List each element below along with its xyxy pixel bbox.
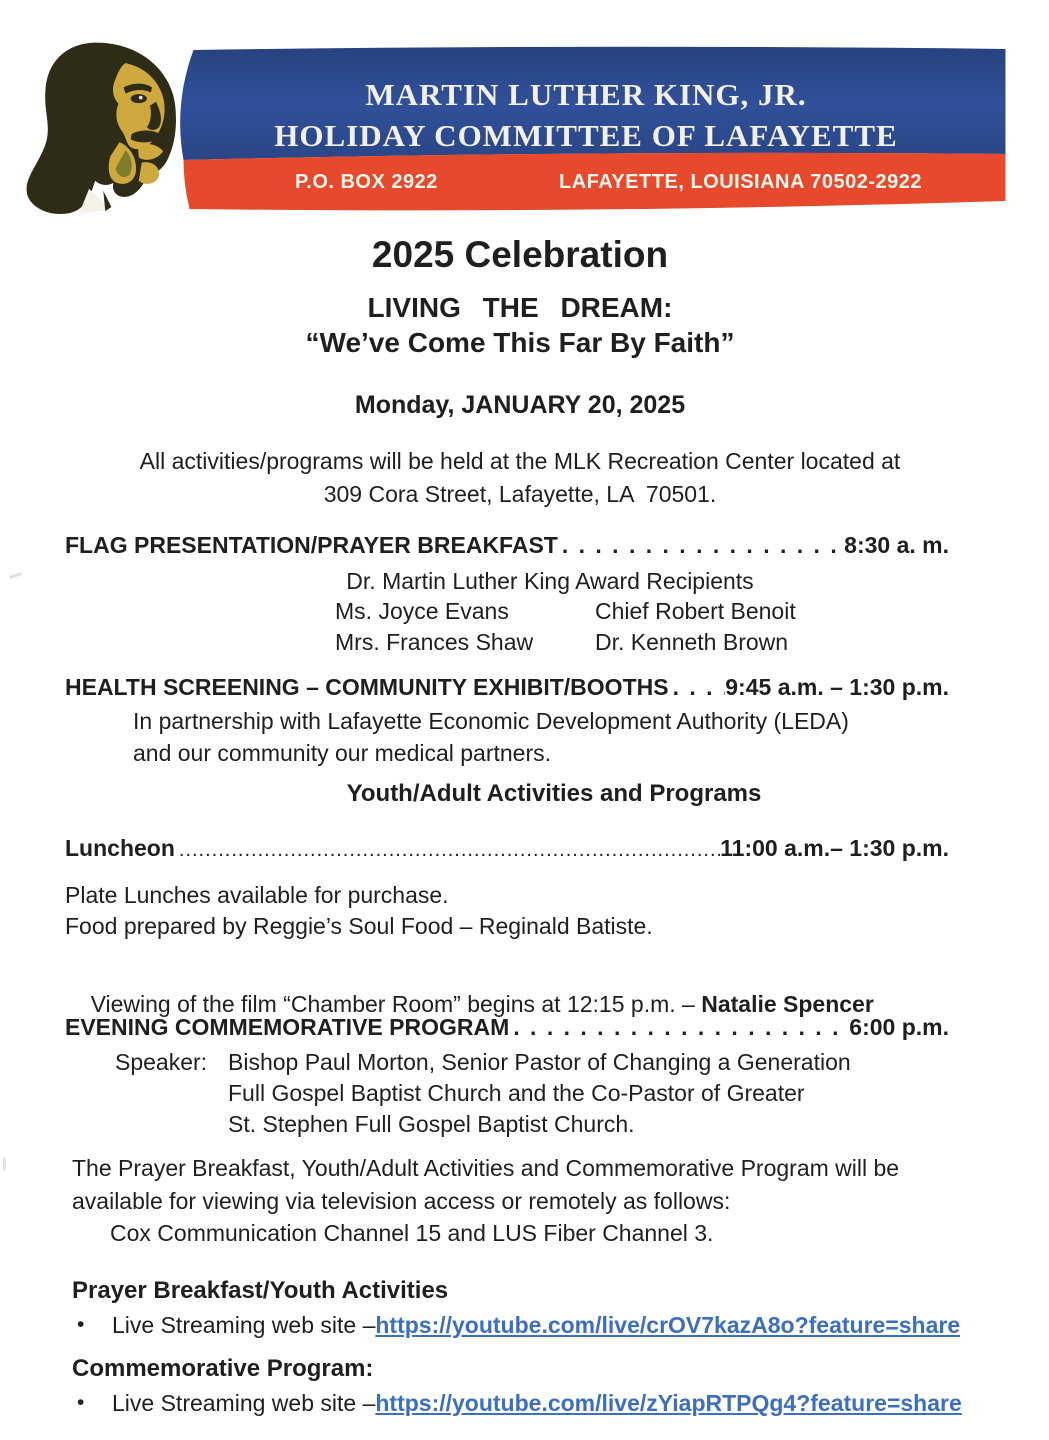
dot-leader	[175, 833, 720, 865]
stream-heading-prayer-breakfast: Prayer Breakfast/Youth Activities	[72, 1277, 449, 1304]
recipient-name: Ms. Joyce Evans	[335, 598, 509, 624]
recipient-name: Chief Robert Benoit	[595, 598, 796, 624]
film-text: Viewing of the film “Chamber Room” begins at 12:15 p.m. –	[90, 991, 702, 1017]
scan-artifact	[3, 1156, 6, 1172]
evening-title: EVENING COMMEMORATIVE PROGRAM	[65, 1014, 510, 1040]
stream-bullet-commemorative	[77, 1388, 962, 1418]
luncheon-time: 11:00 a.m.– 1:30 p.m.	[720, 835, 949, 861]
dot-leader	[669, 672, 726, 702]
stream-heading-commemorative: Commemorative Program:	[72, 1355, 374, 1382]
flag-title: FLAG PRESENTATION/PRAYER BREAKFAST	[65, 532, 558, 558]
organization-name	[162, 74, 1010, 156]
theme-quote: “We’ve Come This Far By Faith”	[305, 327, 735, 358]
youtube-live-link[interactable]: https://youtube.com/live/zYiapRTPQg4?feature=share	[375, 1390, 962, 1416]
page-title: 2025 Celebration	[371, 234, 669, 275]
health-note1: In partnership with Lafayette Economic Development Authority (LEDA)	[133, 708, 849, 734]
city-state-zip: LAFAYETTE, LOUISIANA 70502-2922	[559, 171, 923, 193]
org-line2: HOLIDAY COMMITTEE OF LAFAYETTE	[274, 118, 898, 153]
viewing-line1: The Prayer Breakfast, Youth/Adult Activities and Commemorative Program will be	[72, 1155, 900, 1181]
schedule-item-health-screening	[65, 672, 949, 702]
stream-bullet-prayer-breakfast	[77, 1310, 960, 1340]
stream-label: Live Streaming web site –	[112, 1312, 376, 1338]
speaker-line1: Bishop Paul Morton, Senior Pastor of Changing a Generation	[228, 1049, 851, 1075]
bullet-icon: •	[77, 1313, 85, 1336]
viewing-line3: Cox Communication Channel 15 and LUS Fiber Channel 3.	[110, 1220, 714, 1246]
header-banner	[162, 44, 1010, 214]
luncheon-title: Luncheon	[65, 835, 175, 861]
venue-line1: All activities/programs will be held at the MLK Recreation Center located at	[139, 448, 901, 474]
film-host-name: Natalie Spencer	[701, 991, 874, 1017]
award-heading: Dr. Martin Luther King Award Recipients	[346, 568, 754, 594]
viewing-line2: available for viewing via television access or remotely as follows:	[72, 1188, 731, 1214]
recipient-name: Mrs. Frances Shaw	[335, 629, 534, 655]
health-time: 9:45 a.m. – 1:30 p.m.	[725, 674, 949, 700]
event-date: Monday, JANUARY 20, 2025	[354, 391, 686, 419]
bullet-icon: •	[77, 1391, 85, 1414]
youth-adult-heading: Youth/Adult Activities and Programs	[346, 780, 762, 807]
po-box: P.O. BOX 2922	[295, 171, 438, 193]
award-recipients	[335, 596, 895, 658]
youtube-live-link[interactable]: https://youtube.com/live/crOV7kazA8o?feature=share	[375, 1312, 961, 1338]
flag-time: 8:30 a. m.	[844, 532, 949, 558]
evening-time: 6:00 p.m.	[849, 1014, 949, 1040]
schedule-item-evening-program	[65, 1012, 949, 1042]
dot-leader	[509, 1012, 849, 1042]
schedule-item-luncheon	[65, 833, 949, 865]
theme-line: LIVING THE DREAM:	[367, 292, 673, 323]
stream-label: Live Streaming web site –	[112, 1390, 376, 1416]
health-note2: and our community our medical partners.	[133, 740, 552, 766]
schedule-item-flag-presentation	[65, 530, 949, 560]
speaker-line2: Full Gospel Baptist Church and the Co-Pastor of Greater	[228, 1080, 805, 1106]
venue-line2: 309 Cora Street, Lafayette, LA 70501.	[323, 481, 717, 507]
luncheon-note2: Food prepared by Reggie’s Soul Food – Reginald Batiste.	[65, 913, 653, 939]
scan-artifact	[9, 572, 22, 579]
dot-leader	[558, 530, 844, 560]
speaker-line3: St. Stephen Full Gospel Baptist Church.	[228, 1111, 635, 1137]
luncheon-note1: Plate Lunches available for purchase.	[65, 882, 449, 908]
speaker-label: Speaker:	[115, 1049, 208, 1075]
health-title: HEALTH SCREENING – COMMUNITY EXHIBIT/BOOTHS	[65, 674, 669, 700]
org-line1: MARTIN LUTHER KING, JR.	[365, 77, 807, 112]
recipient-name: Dr. Kenneth Brown	[595, 629, 789, 655]
